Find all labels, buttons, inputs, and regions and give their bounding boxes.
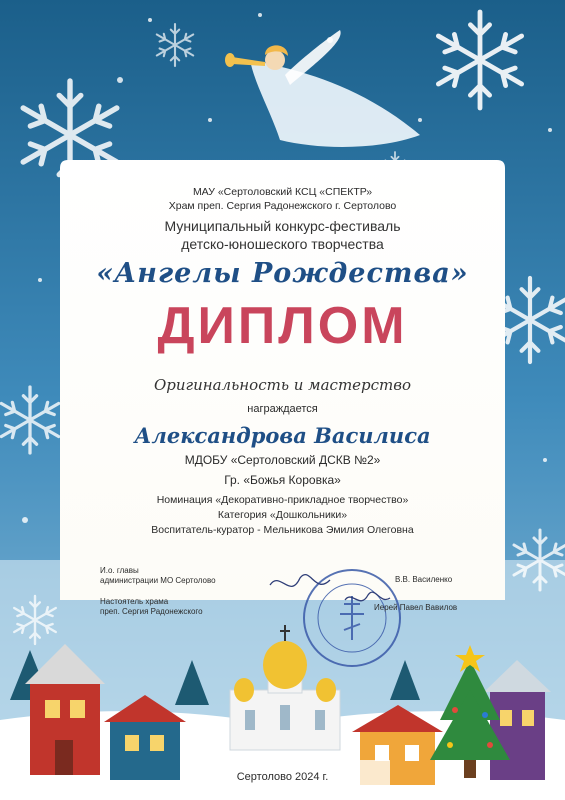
contest-line-2: детско-юношеского творчества xyxy=(181,236,384,252)
recipient-name: Александрова Василиса xyxy=(134,423,431,448)
church-seal xyxy=(304,570,400,666)
organizer-line-2: Храм преп. Сергия Радонежского г. Сертолово xyxy=(168,200,397,212)
priest-role xyxy=(100,597,203,617)
admin-role-line-2: администрации МО Сертолово xyxy=(100,576,216,585)
admin-name: В.В. Василенко xyxy=(395,575,453,584)
contest-line-1: Муниципальный конкурс-фестиваль xyxy=(164,218,401,234)
diploma-title: ДИПЛОМ xyxy=(157,297,408,355)
priest-role-line-2: преп. Сергия Радонежского xyxy=(100,607,203,616)
priest-role-line-1: Настоятель храма xyxy=(100,597,169,606)
priest-name: Иерей Павел Вавилов xyxy=(374,603,458,612)
group: Гр. «Божья Коровка» xyxy=(224,473,341,487)
organizer-line-1: МАУ «Сертоловский КСЦ «СПЕКТР» xyxy=(192,186,373,198)
admin-role xyxy=(100,566,216,586)
handwritten-note: Оригинальность и мастерство xyxy=(153,376,412,394)
awarded-label: награждается xyxy=(247,403,318,415)
footer-place-year: Сертолово 2024 г. xyxy=(236,771,329,783)
category: Категория «Дошкольники» xyxy=(217,509,348,521)
nomination: Номинация «Декоративно-прикладное творчество» xyxy=(156,494,409,506)
curator: Воспитатель-куратор - Мельникова Эмилия Олеговна xyxy=(151,524,414,536)
festival-name: «Ангелы Рождества» xyxy=(96,258,469,289)
admin-role-line-1: И.о. главы xyxy=(100,566,139,575)
institution: МДОБУ «Сертоловский ДСКВ №2» xyxy=(184,453,381,467)
